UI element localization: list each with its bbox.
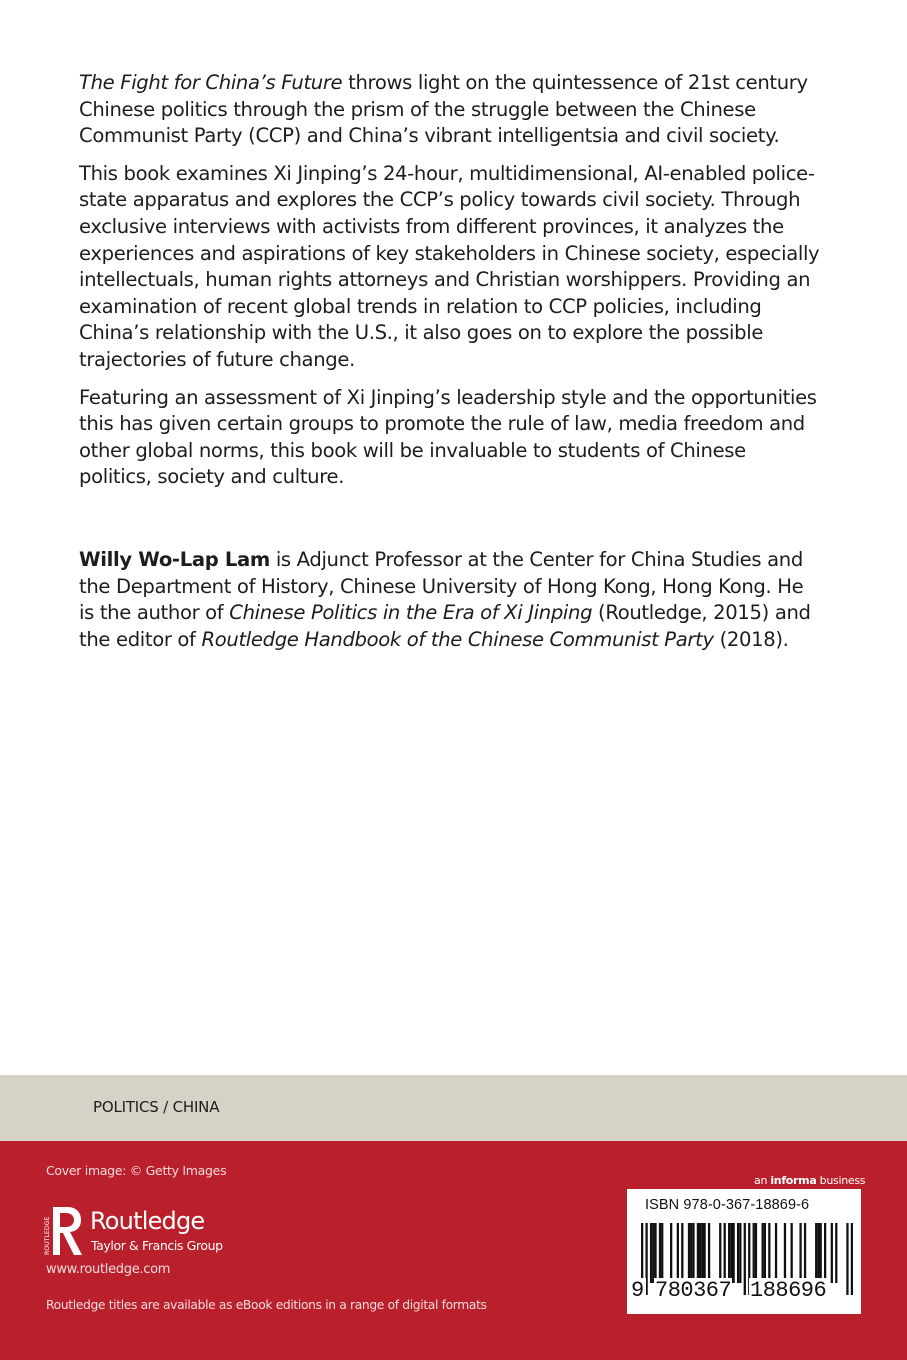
blurb-p1-text: throws light on the quintessence of 21st century Chinese politics through the prism of the struggle between the Chinese Communist Party (CCP) and China’s vibrant intelligentsia and civil society. bbox=[79, 71, 808, 148]
barcode-bar bbox=[654, 1223, 656, 1283]
author-text-3: (2018). bbox=[713, 627, 789, 651]
blurb-paragraph-3: Featuring an assessment of Xi Jinping’s leadership style and the opportunities this has given certain groups to promote the rule of law, media freedom and other global norms, this book will be invaluable to students of Chinese politics, society and culture. bbox=[79, 385, 817, 489]
logo-side-text: ROUTLEDGE bbox=[44, 1216, 51, 1255]
ebook-note: Routledge titles are available as eBook editions in a range of digital formats bbox=[46, 1298, 487, 1312]
barcode-bar bbox=[804, 1223, 806, 1283]
barcode-bar bbox=[692, 1223, 694, 1283]
barcode-bar bbox=[650, 1223, 652, 1283]
author-book-2: Routledge Handbook of the Chinese Communist Party bbox=[201, 627, 714, 651]
author-paragraph bbox=[79, 547, 824, 653]
barcode-bar bbox=[835, 1223, 837, 1283]
subject-band bbox=[0, 1075, 907, 1141]
author-name: Willy Wo-Lap Lam bbox=[79, 548, 270, 571]
barcode-bar bbox=[699, 1223, 701, 1283]
barcode-bar bbox=[703, 1223, 705, 1283]
author-text-2: (Routledge, 2015) and the editor of bbox=[79, 601, 811, 651]
cover-credit: Cover image: © Getty Images bbox=[46, 1163, 227, 1178]
barcode-bar bbox=[701, 1223, 703, 1283]
barcode-bar bbox=[661, 1223, 663, 1283]
barcode-bar bbox=[697, 1223, 699, 1283]
author-bio bbox=[79, 547, 824, 653]
barcode-bar bbox=[799, 1223, 801, 1283]
isbn-number: ISBN 978-0-367-18869-6 bbox=[645, 1197, 810, 1213]
barcode-bar bbox=[775, 1223, 777, 1283]
barcode-bar bbox=[755, 1223, 757, 1283]
informa-prefix: an bbox=[754, 1174, 771, 1187]
ean-left-digits: 780367 bbox=[655, 1278, 732, 1303]
barcode-bar bbox=[690, 1223, 692, 1283]
barcode-bar bbox=[681, 1223, 683, 1283]
subject-category: POLITICS / CHINA bbox=[93, 1098, 220, 1116]
informa-suffix: business bbox=[816, 1174, 866, 1187]
barcode-bar bbox=[817, 1223, 819, 1283]
publisher-group: Taylor & Francis Group bbox=[91, 1238, 223, 1253]
barcode-bar bbox=[831, 1223, 833, 1283]
publisher-logo-name: Routledge bbox=[90, 1207, 205, 1235]
author-book-1: Chinese Politics in the Era of Xi Jinping bbox=[229, 601, 593, 625]
informa-brand: informa bbox=[770, 1174, 817, 1187]
ean-right-digits: 188696 bbox=[750, 1278, 827, 1303]
barcode-bar bbox=[762, 1223, 764, 1283]
barcode-bar bbox=[732, 1223, 734, 1283]
publisher-website: www.routledge.com bbox=[46, 1262, 171, 1277]
isbn-barcode bbox=[627, 1189, 861, 1314]
barcode-bar bbox=[659, 1223, 661, 1283]
barcode-bar bbox=[784, 1223, 786, 1283]
barcode-bar bbox=[753, 1223, 755, 1283]
barcode-bar bbox=[820, 1223, 822, 1283]
barcode-bar bbox=[768, 1223, 770, 1283]
barcode-bar bbox=[719, 1223, 721, 1283]
barcode-bar bbox=[824, 1223, 826, 1283]
barcode-bar bbox=[677, 1223, 679, 1283]
author-text-1: is Adjunct Professor at the Center for China Studies and the Department of History, Chinese University of Hong Kong, Hong Kong. He is the author of bbox=[79, 548, 804, 625]
ean-digits bbox=[631, 1278, 857, 1304]
ean-first-digit: 9 bbox=[631, 1278, 645, 1303]
barcode-bar bbox=[815, 1223, 817, 1283]
informa-tagline bbox=[754, 1174, 865, 1187]
barcode-bar bbox=[764, 1223, 766, 1283]
barcode-bar bbox=[688, 1223, 690, 1283]
barcode-bar bbox=[737, 1223, 739, 1283]
blurb-paragraph-2: This book examines Xi Jinping’s 24-hour, multidimensional, AI-enabled police-state apparatus and explores the CCP’s policy towards civil society. Through exclusive interviews with activists from different provinces, it analyzes the experiences and aspirations of key stakeholders in Chinese society, especially intellectuals, human rights attorneys and Christian worshippers. Providing an examination of recent global trends in relation to CCP policies, including China’s relationship with the U.S., it also goes on to explore the possible trajectories of future change. bbox=[79, 161, 820, 371]
barcode-bar bbox=[708, 1223, 710, 1283]
barcode-bar bbox=[739, 1223, 741, 1283]
routledge-logo-icon bbox=[43, 1201, 83, 1257]
barcode-bar bbox=[730, 1223, 732, 1283]
blurb-paragraph-1 bbox=[79, 70, 824, 150]
barcode-bar bbox=[670, 1223, 672, 1283]
barcode-bar bbox=[728, 1223, 730, 1283]
barcode-bar bbox=[652, 1223, 654, 1283]
barcode-bar bbox=[724, 1223, 726, 1283]
book-title: The Fight for China’s Future bbox=[79, 71, 343, 94]
blurb-text bbox=[79, 70, 824, 502]
barcode-bar bbox=[791, 1223, 793, 1283]
